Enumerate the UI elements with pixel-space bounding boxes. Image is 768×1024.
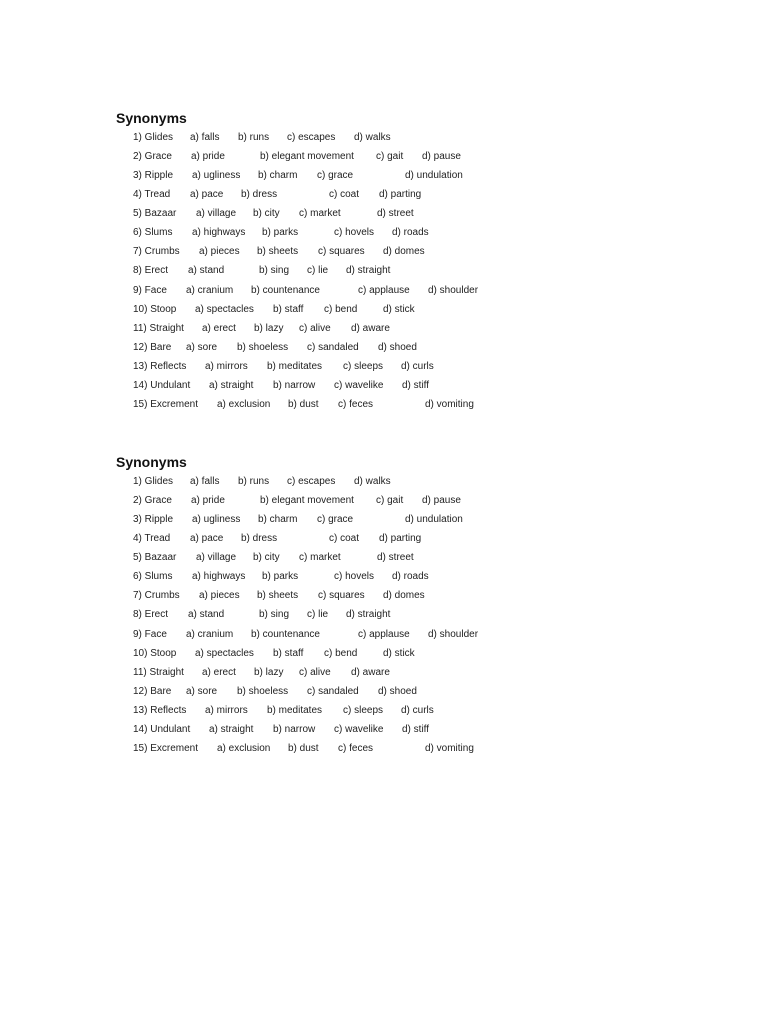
question-item xyxy=(116,261,676,280)
option-c: c) market xyxy=(299,552,341,564)
option-a: a) pace xyxy=(190,533,224,545)
option-b: b) meditates xyxy=(267,704,323,716)
option-c: c) feces xyxy=(338,742,374,754)
option-d: d) parting xyxy=(379,189,422,201)
option-b: b) charm xyxy=(258,514,298,526)
question-word: 13) Reflects xyxy=(133,360,187,372)
option-c: c) bend xyxy=(324,303,358,315)
option-c: c) sandaled xyxy=(307,341,359,353)
option-c: c) grace xyxy=(317,170,354,182)
option-a: a) exclusion xyxy=(217,742,271,754)
section-title: Synonyms xyxy=(116,454,187,470)
section-title: Synonyms xyxy=(116,110,187,126)
option-b: b) countenance xyxy=(251,628,320,640)
option-d: d) straight xyxy=(346,609,391,621)
option-c: c) applause xyxy=(358,284,410,296)
question-item xyxy=(116,682,676,701)
option-d: d) walks xyxy=(354,476,391,487)
question-item xyxy=(116,739,676,758)
option-b: b) lazy xyxy=(254,666,284,678)
question-word: 4) Tread xyxy=(133,533,171,545)
option-b: b) meditates xyxy=(267,360,323,372)
option-a: a) village xyxy=(196,208,237,220)
question-item xyxy=(116,357,676,376)
option-d: d) curls xyxy=(401,360,434,372)
option-b: b) runs xyxy=(238,476,270,487)
option-d: d) pause xyxy=(422,151,461,163)
option-a: a) stand xyxy=(188,265,225,277)
option-b: b) shoeless xyxy=(237,685,289,697)
question-item xyxy=(116,644,676,663)
question-item xyxy=(116,663,676,682)
option-d: d) stick xyxy=(383,303,415,315)
option-a: a) cranium xyxy=(186,628,234,640)
option-b: b) shoeless xyxy=(237,341,289,353)
option-b: b) dress xyxy=(241,533,278,545)
question-item xyxy=(116,567,676,586)
option-d: d) pause xyxy=(422,495,461,507)
option-c: c) sleeps xyxy=(343,360,384,372)
question-item xyxy=(116,548,676,567)
option-d: d) walks xyxy=(354,132,391,143)
option-b: b) staff xyxy=(273,303,304,315)
question-item xyxy=(116,185,676,204)
question-word: 15) Excrement xyxy=(133,398,199,410)
option-b: b) sheets xyxy=(257,246,299,258)
option-c: c) alive xyxy=(299,666,331,678)
option-a: a) pieces xyxy=(199,590,240,602)
option-d: d) domes xyxy=(383,246,425,258)
question-list xyxy=(116,128,676,414)
option-c: c) market xyxy=(299,208,341,220)
question-item xyxy=(116,395,676,414)
option-a: a) pride xyxy=(191,151,225,163)
option-a: a) pace xyxy=(190,189,224,201)
option-d: d) roads xyxy=(392,571,429,583)
question-list xyxy=(116,472,676,758)
option-a: a) spectacles xyxy=(195,303,254,315)
question-item xyxy=(116,338,676,357)
question-word: 6) Slums xyxy=(133,227,173,239)
question-item xyxy=(116,472,676,491)
option-a: a) straight xyxy=(209,723,254,735)
question-word: 7) Crumbs xyxy=(133,246,180,258)
question-word: 12) Bare xyxy=(133,685,172,697)
option-b: b) city xyxy=(253,208,280,220)
option-d: d) domes xyxy=(383,590,425,602)
question-word: 13) Reflects xyxy=(133,704,187,716)
question-item xyxy=(116,510,676,529)
option-c: c) wavelike xyxy=(334,379,384,391)
question-word: 15) Excrement xyxy=(133,742,199,754)
option-c: c) squares xyxy=(318,246,365,258)
question-word: 8) Erect xyxy=(133,609,169,621)
option-b: b) staff xyxy=(273,647,304,659)
option-d: d) stiff xyxy=(402,379,430,391)
synonyms-section-1 xyxy=(116,109,676,414)
option-a: a) straight xyxy=(209,379,254,391)
option-a: a) ugliness xyxy=(192,514,241,526)
question-word: 12) Bare xyxy=(133,341,172,353)
option-c: c) sleeps xyxy=(343,704,384,716)
question-item xyxy=(116,529,676,548)
question-word: 6) Slums xyxy=(133,571,173,583)
question-item xyxy=(116,491,676,510)
option-b: b) countenance xyxy=(251,284,320,296)
option-a: a) erect xyxy=(202,666,236,678)
question-word: 10) Stoop xyxy=(133,647,177,659)
question-item xyxy=(116,605,676,624)
option-a: a) exclusion xyxy=(217,398,271,410)
option-b: b) dust xyxy=(288,742,319,754)
option-c: c) bend xyxy=(324,647,358,659)
option-b: b) dust xyxy=(288,398,319,410)
option-d: d) roads xyxy=(392,227,429,239)
option-b: b) city xyxy=(253,552,280,564)
option-b: b) narrow xyxy=(273,723,316,735)
option-a: a) highways xyxy=(192,571,246,583)
question-word: 2) Grace xyxy=(133,151,172,163)
question-word: 3) Ripple xyxy=(133,514,174,526)
option-b: b) narrow xyxy=(273,379,316,391)
question-word: 8) Erect xyxy=(133,265,169,277)
option-c: c) alive xyxy=(299,322,331,334)
question-word: 1) Glides xyxy=(133,132,174,143)
option-d: d) undulation xyxy=(405,170,463,182)
question-word: 5) Bazaar xyxy=(133,208,177,220)
option-a: a) falls xyxy=(190,132,220,143)
question-item xyxy=(116,720,676,739)
question-word: 11) Straight xyxy=(133,322,184,334)
question-word: 3) Ripple xyxy=(133,170,174,182)
option-c: c) wavelike xyxy=(334,723,384,735)
option-b: b) parks xyxy=(262,571,299,583)
option-c: c) lie xyxy=(307,609,329,621)
option-d: d) aware xyxy=(351,666,390,678)
option-a: a) mirrors xyxy=(205,704,248,716)
option-a: a) village xyxy=(196,552,237,564)
question-word: 11) Straight xyxy=(133,666,184,678)
option-a: a) sore xyxy=(186,685,218,697)
option-a: a) ugliness xyxy=(192,170,241,182)
option-a: a) mirrors xyxy=(205,360,248,372)
option-d: d) undulation xyxy=(405,514,463,526)
question-item xyxy=(116,376,676,395)
option-b: b) parks xyxy=(262,227,299,239)
option-b: b) elegant movement xyxy=(260,495,354,507)
question-item xyxy=(116,128,676,147)
question-word: 14) Undulant xyxy=(133,379,191,391)
option-d: d) vomiting xyxy=(425,398,474,410)
option-c: c) sandaled xyxy=(307,685,359,697)
question-item xyxy=(116,242,676,261)
option-a: a) pride xyxy=(191,495,225,507)
option-c: c) coat xyxy=(329,533,360,545)
option-b: b) sheets xyxy=(257,590,299,602)
option-a: a) stand xyxy=(188,609,225,621)
option-a: a) falls xyxy=(190,476,220,487)
option-c: c) applause xyxy=(358,628,410,640)
option-b: b) dress xyxy=(241,189,278,201)
question-word: 7) Crumbs xyxy=(133,590,180,602)
option-c: c) squares xyxy=(318,590,365,602)
question-item xyxy=(116,281,676,300)
option-a: a) pieces xyxy=(199,246,240,258)
option-d: d) stiff xyxy=(402,723,430,735)
option-d: d) shoulder xyxy=(428,628,479,640)
option-b: b) elegant movement xyxy=(260,151,354,163)
option-a: a) sore xyxy=(186,341,218,353)
option-c: c) escapes xyxy=(287,132,336,143)
option-c: c) hovels xyxy=(334,571,375,583)
option-d: d) shoed xyxy=(378,341,417,353)
option-c: c) hovels xyxy=(334,227,375,239)
question-word: 9) Face xyxy=(133,628,167,640)
question-word: 14) Undulant xyxy=(133,723,191,735)
option-b: b) sing xyxy=(259,265,290,277)
option-d: d) shoulder xyxy=(428,284,479,296)
option-d: d) street xyxy=(377,208,414,220)
option-d: d) vomiting xyxy=(425,742,474,754)
option-c: c) feces xyxy=(338,398,374,410)
option-c: c) grace xyxy=(317,514,354,526)
question-word: 2) Grace xyxy=(133,495,172,507)
question-item xyxy=(116,204,676,223)
question-word: 4) Tread xyxy=(133,189,171,201)
question-word: 10) Stoop xyxy=(133,303,177,315)
option-a: a) highways xyxy=(192,227,246,239)
option-c: c) gait xyxy=(376,495,404,507)
question-item xyxy=(116,701,676,720)
question-item xyxy=(116,223,676,242)
question-item xyxy=(116,166,676,185)
option-d: d) street xyxy=(377,552,414,564)
option-d: d) straight xyxy=(346,265,391,277)
option-d: d) parting xyxy=(379,533,422,545)
option-d: d) aware xyxy=(351,322,390,334)
option-a: a) erect xyxy=(202,322,236,334)
question-word: 9) Face xyxy=(133,284,167,296)
option-d: d) shoed xyxy=(378,685,417,697)
question-item xyxy=(116,300,676,319)
option-c: c) gait xyxy=(376,151,404,163)
option-c: c) coat xyxy=(329,189,360,201)
question-word: 1) Glides xyxy=(133,476,174,487)
option-b: b) runs xyxy=(238,132,270,143)
option-a: a) cranium xyxy=(186,284,234,296)
option-c: c) lie xyxy=(307,265,329,277)
question-item xyxy=(116,147,676,166)
question-word: 5) Bazaar xyxy=(133,552,177,564)
option-c: c) escapes xyxy=(287,476,336,487)
option-b: b) sing xyxy=(259,609,290,621)
question-item xyxy=(116,586,676,605)
option-d: d) curls xyxy=(401,704,434,716)
question-item xyxy=(116,625,676,644)
option-a: a) spectacles xyxy=(195,647,254,659)
option-b: b) lazy xyxy=(254,322,284,334)
question-item xyxy=(116,319,676,338)
option-d: d) stick xyxy=(383,647,415,659)
synonyms-section-2 xyxy=(116,453,676,758)
option-b: b) charm xyxy=(258,170,298,182)
